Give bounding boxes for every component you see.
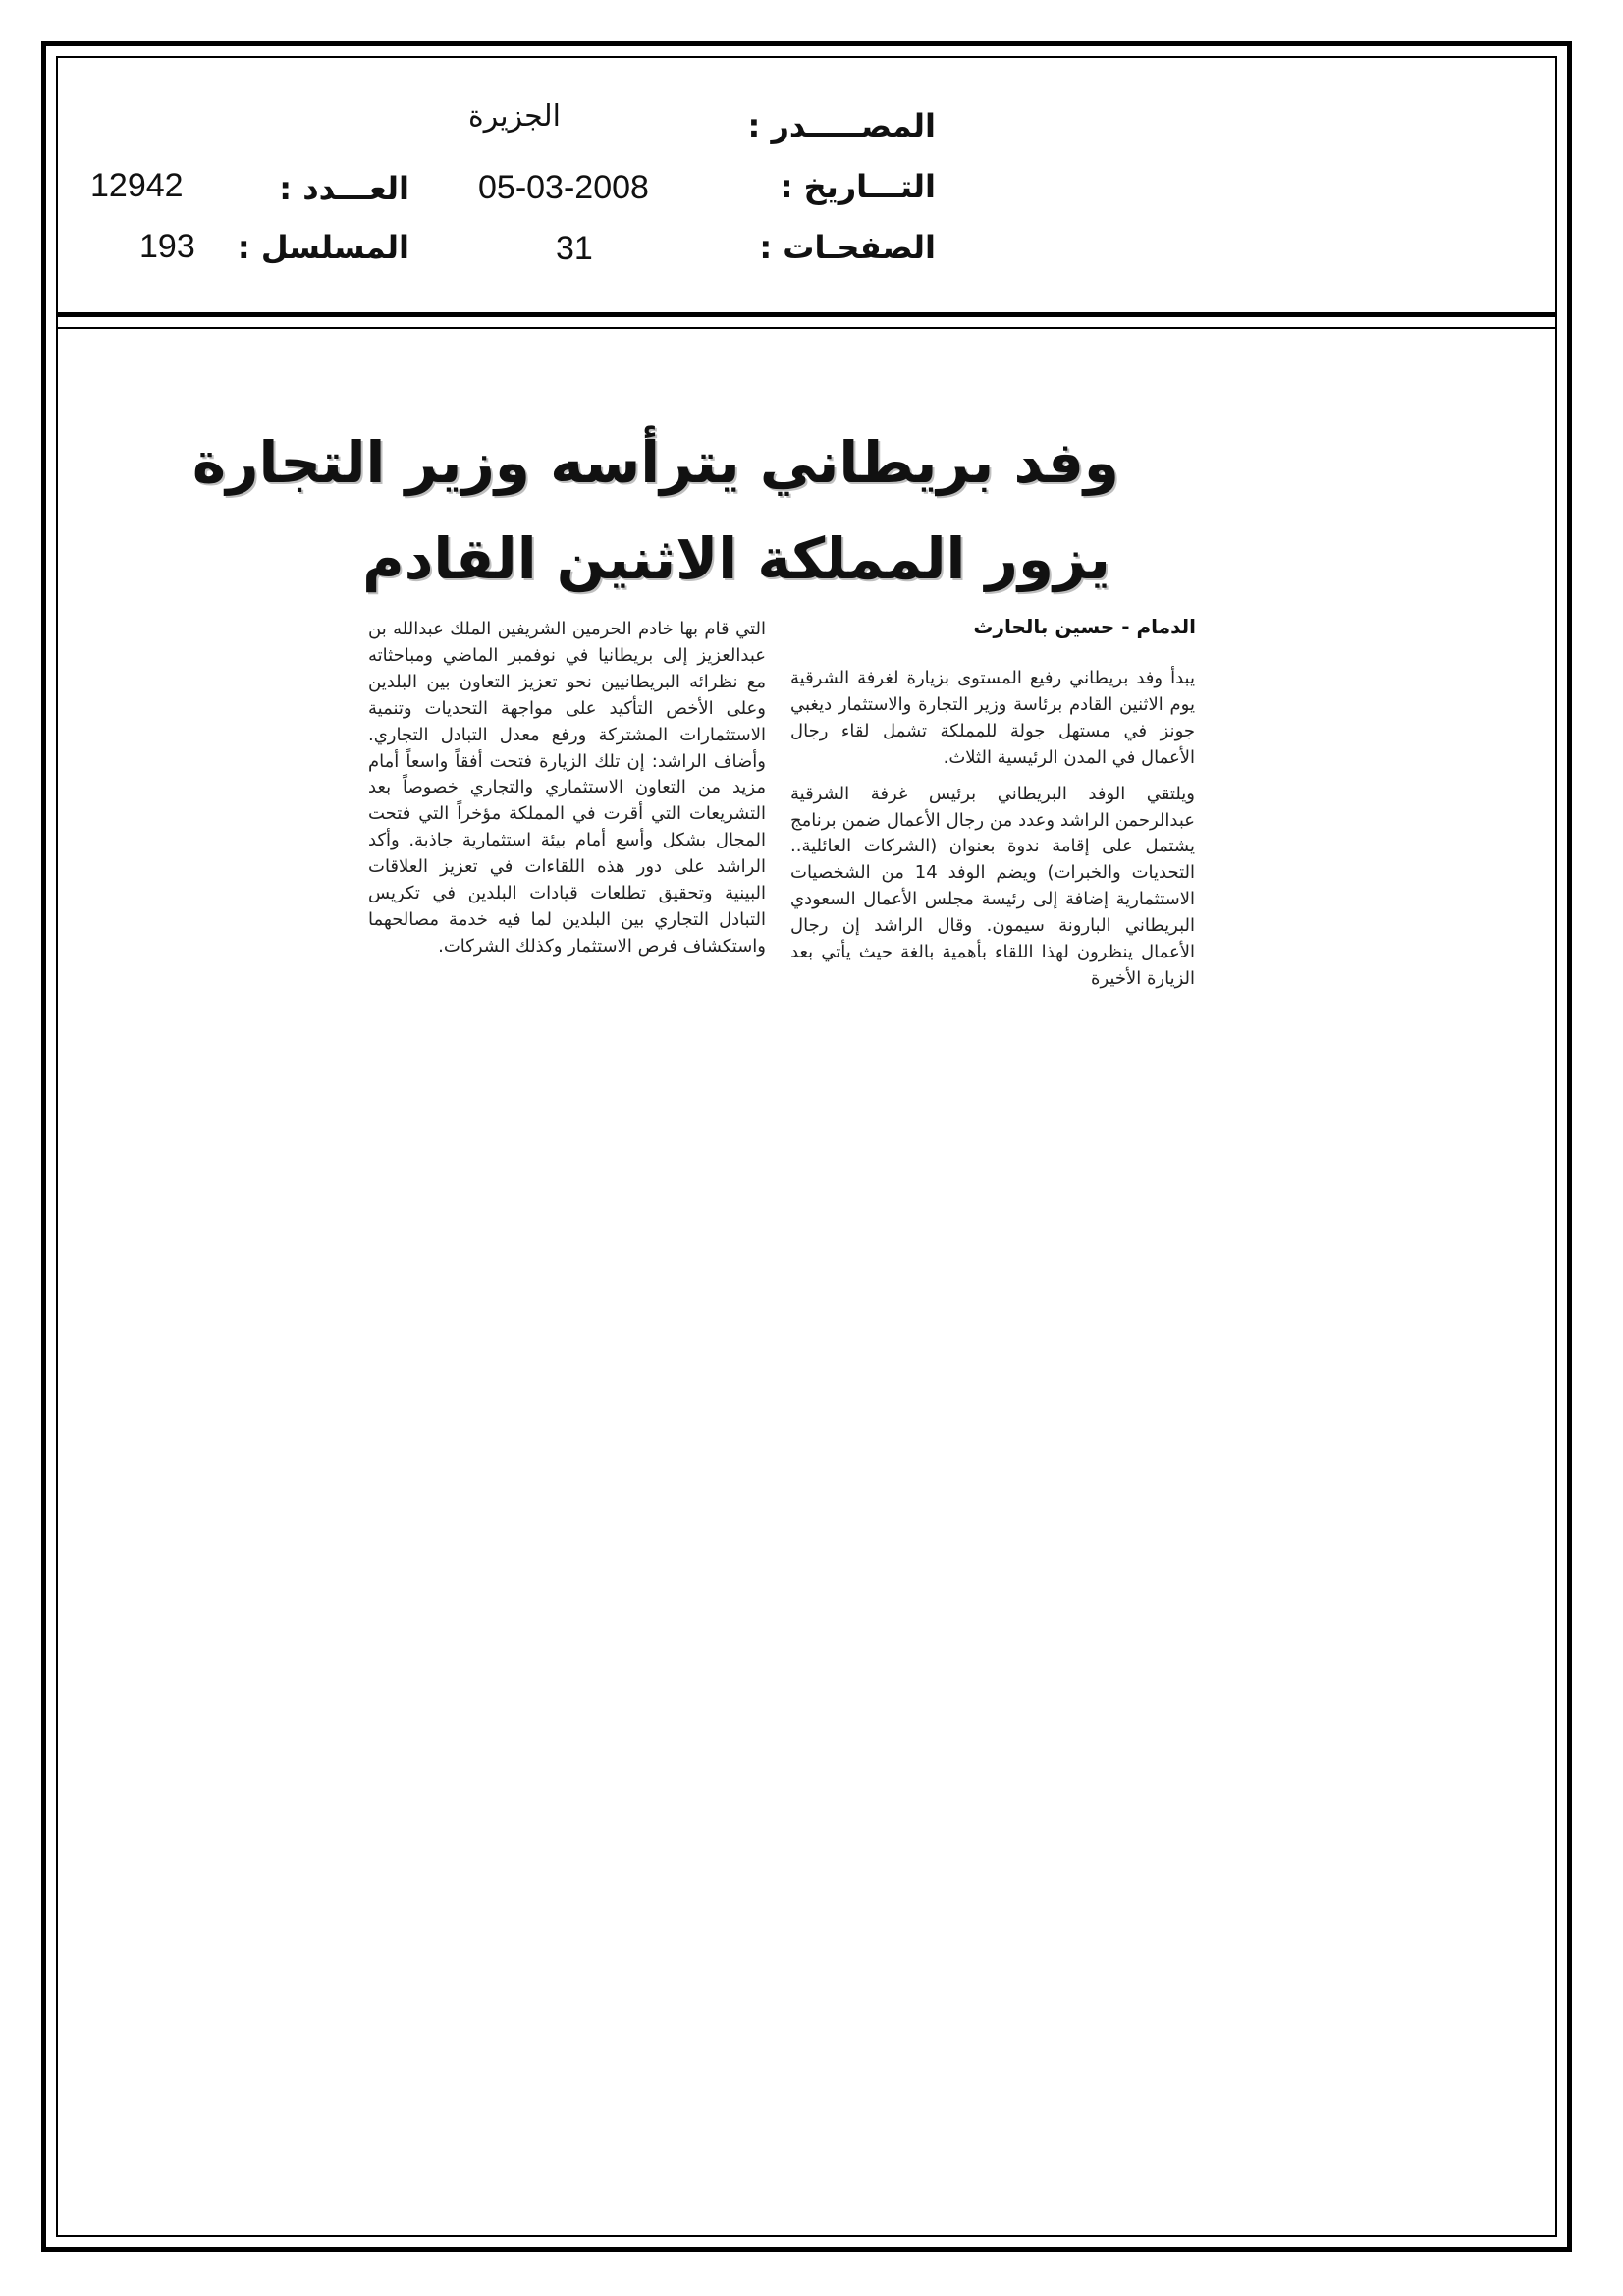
header-divider [56, 312, 1557, 317]
issue-value: 12942 [90, 167, 184, 204]
article-paragraph: ويلتقي الوفد البريطاني برئيس غرفة الشرقية عبدالرحمن الراشد وعدد من رجال الأعمال ضمن برنامج يشتمل على إقامة ندوة بعنوان (الشركات العائلية.. التحديات والخبرات) ويضم الوفد 14 من الشخصيات الاستثمارية إضافة إلى رئيسة مجلس الأعمال السعودي البريطاني البارونة سيمون. وقال الراشد إن رجال الأعمال ينظرون لهذا اللقاء بأهمية بالغة حيث يأتي بعد الزيارة الأخيرة [790, 783, 1195, 989]
pages-value: 31 [556, 230, 593, 267]
headline-line-2: يزور المملكة الاثنين القادم [362, 525, 1110, 592]
article-paragraph: التي قام بها خادم الحرمين الشريفين الملك عبدالله بن عبدالعزيز إلى بريطانيا في نوفمبر الماضي ومباحثاته مع نظرائه البريطانيين نحو تعزيز التعاون بين البلدين وعلى الأخص التأكيد على مواجهة التحديات وتنمية الاستثمارات المشتركة ورفع معدل التبادل التجاري. وأضاف الراشد: إن تلك الزيارة فتحت أفقاً واسعاً أمام مزيد من التعاون الاستثماري والتجاري خصوصاً بعد التشريعات التي أقرت في المملكة مؤخراً التي فتحت المجال بشكل وأسع أمام بيئة استثمارية جاذبة. وأكد الراشد على دور هذه اللقاءات في تعزيز العلاقات البينية وتحقيق تطلعات قيادات البلدين في تكريس التبادل التجاري بين البلدين لما فيه خدمة مصالحهما واستكشاف فرص الاستثمار وكذلك الشركات. [368, 619, 766, 957]
pages-label: الصفحـات : [759, 229, 936, 266]
header-divider-thin [56, 327, 1557, 329]
page-border-inner [56, 56, 1557, 2237]
serial-value: 193 [139, 228, 195, 265]
date-value: 05-03-2008 [478, 169, 649, 206]
article-column-left [368, 617, 766, 960]
source-value: الجزيرة [467, 99, 561, 134]
source-label: المصـــــدر : [747, 107, 936, 144]
byline: الدمام - حسين بالحارث [973, 615, 1196, 638]
article-column-right [790, 666, 1195, 993]
date-label: التـــاريخ : [780, 168, 936, 205]
issue-label: العـــدد : [279, 170, 409, 207]
headline-line-1: وفد بريطاني يترأسه وزير التجارة [191, 429, 1119, 496]
serial-label: المسلسل : [237, 229, 409, 266]
article-paragraph: يبدأ وفد بريطاني رفيع المستوى بزيارة لغرفة الشرقية يوم الاثنين القادم برئاسة وزير التجارة والاستثمار ديغبي جونز في مستهل جولة للمملكة تشمل لقاء رجال الأعمال في المدن الرئيسية الثلاث. [790, 668, 1195, 768]
